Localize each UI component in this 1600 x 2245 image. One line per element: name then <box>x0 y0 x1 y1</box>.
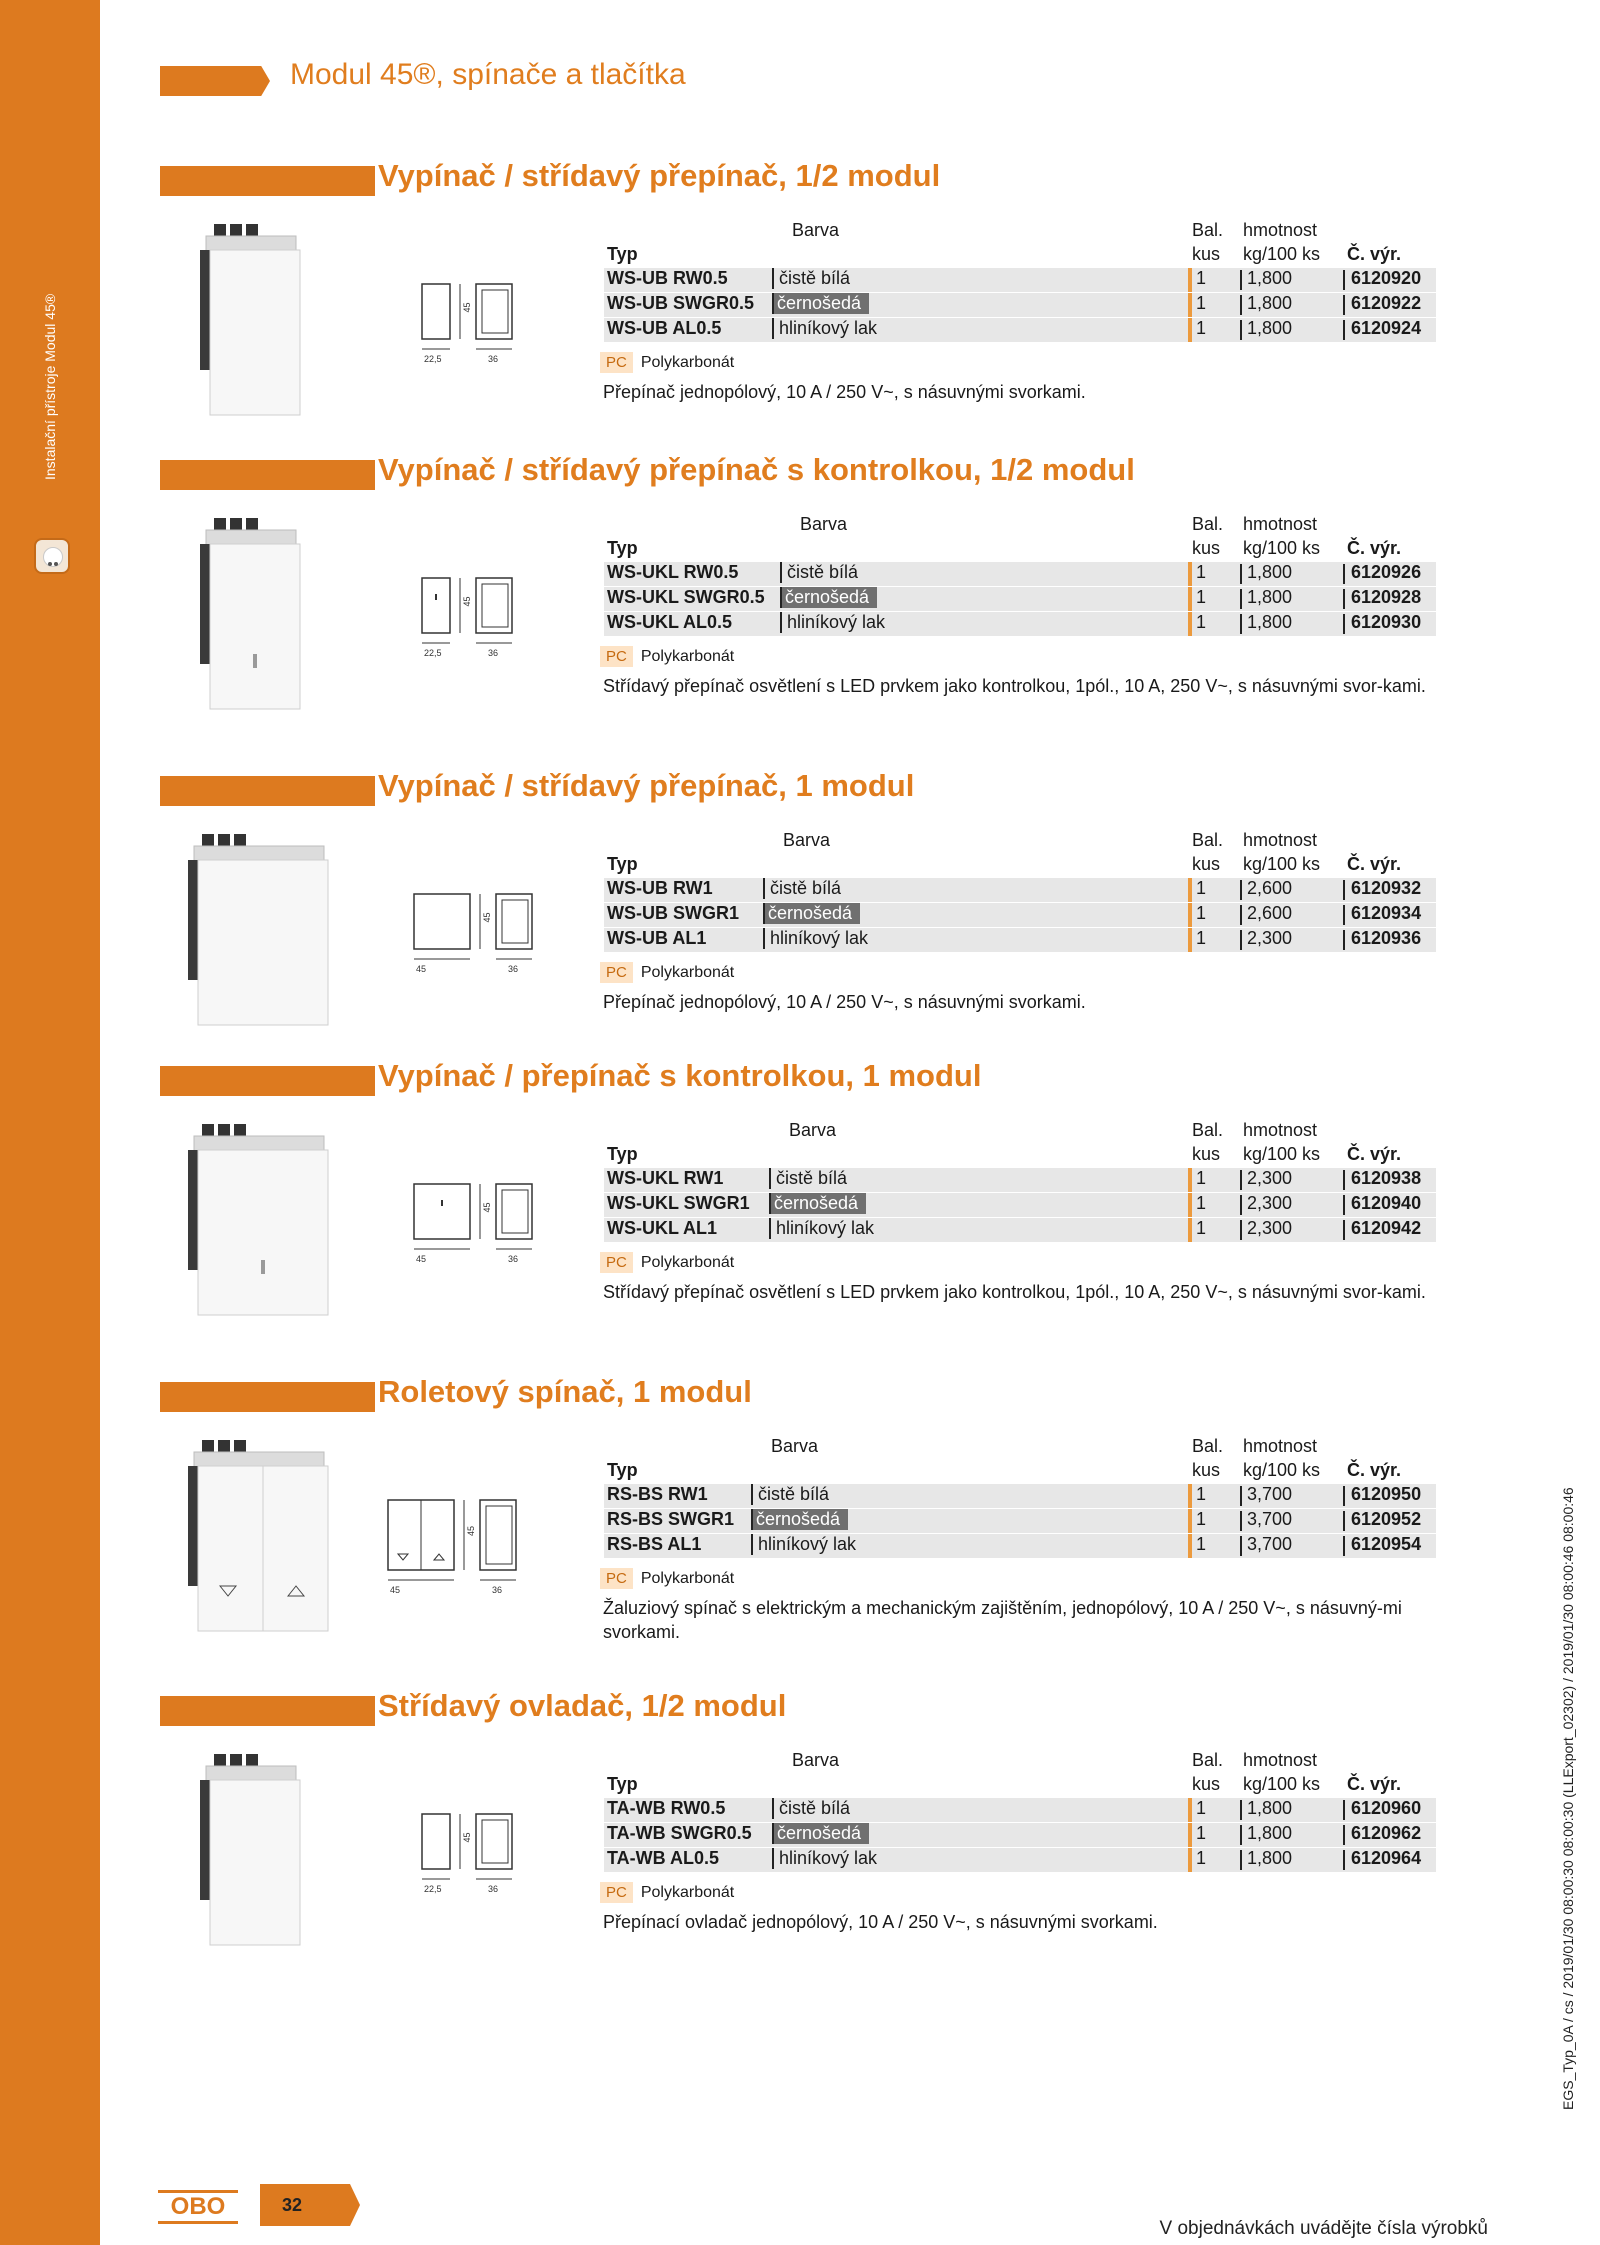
column-header-color: Barva <box>783 830 831 850</box>
column-header-pack: Bal. <box>1192 1120 1224 1140</box>
row-accent <box>1188 1168 1192 1192</box>
page-number-tab <box>260 2184 360 2226</box>
article-number: 6120932 <box>1351 878 1422 898</box>
column-header-pack-unit: kus <box>1192 854 1221 874</box>
pack-quantity: 1 <box>1196 318 1207 338</box>
weight-value: 1,800 <box>1247 1798 1293 1818</box>
column-header-article: Č. výr. <box>1347 1144 1402 1164</box>
material-note <box>600 1568 734 1589</box>
page-title: Modul 45®, spínače a tlačítka <box>290 58 686 91</box>
article-number: 6120936 <box>1351 928 1422 948</box>
column-header-pack: Bal. <box>1192 220 1224 240</box>
article-number: 6120960 <box>1351 1798 1422 1818</box>
column-header-weight: hmotnost <box>1243 514 1318 534</box>
column-separator <box>1343 1486 1345 1506</box>
column-separator <box>1240 930 1242 950</box>
table-row <box>604 1534 1436 1558</box>
material-note <box>600 646 734 667</box>
product-type: WS-UB RW1 <box>607 878 713 898</box>
column-separator <box>1343 880 1345 900</box>
column-separator <box>1240 1825 1242 1845</box>
row-accent <box>1188 293 1192 317</box>
weight-value: 3,700 <box>1247 1534 1293 1554</box>
weight-value: 1,800 <box>1247 318 1293 338</box>
table-header-row <box>604 1750 1436 1774</box>
product-description: Přepínací ovladač jednopólový, 10 A / 250 V~, s násuvnými svorkami. <box>603 1912 1158 1932</box>
column-separator <box>1343 1536 1345 1556</box>
weight-value: 2,300 <box>1247 1168 1293 1188</box>
column-header-weight-unit: kg/100 ks <box>1243 1144 1321 1164</box>
table-row <box>604 268 1436 292</box>
table-row <box>604 587 1436 611</box>
dimension-drawing <box>420 282 600 397</box>
row-accent <box>1188 1534 1192 1558</box>
section-title: Vypínač / přepínač s kontrolkou, 1 modul <box>378 1058 982 1093</box>
product-table <box>604 830 1436 953</box>
row-accent <box>1188 1848 1192 1872</box>
section-title: Roletový spínač, 1 modul <box>378 1374 752 1409</box>
table-header-row <box>604 1120 1436 1144</box>
table-header-row <box>604 538 1436 562</box>
column-header-pack-unit: kus <box>1192 244 1221 264</box>
product-table <box>604 1120 1436 1243</box>
product-type: WS-UB SWGR1 <box>607 903 739 923</box>
weight-value: 2,600 <box>1247 878 1293 898</box>
product-table <box>604 1436 1436 1559</box>
weight-value: 1,800 <box>1247 587 1293 607</box>
product-color: čistě bílá <box>772 268 850 289</box>
pack-quantity: 1 <box>1196 1848 1207 1868</box>
product-color: čistě bílá <box>751 1484 829 1505</box>
section-marker-bar <box>160 166 375 196</box>
document-metadata-line: EGS_Typ_0A / cs / 2019/01/30 08:00:30 08:00:30 (LLExport_02302) / 2019/01/30 08:00:46 08:00:46 <box>1560 1487 1576 2110</box>
section-marker-bar <box>160 1066 375 1096</box>
column-header-weight: hmotnost <box>1243 1436 1318 1456</box>
weight-value: 2,300 <box>1247 928 1293 948</box>
row-accent <box>1188 562 1192 586</box>
article-number: 6120964 <box>1351 1848 1422 1868</box>
column-separator <box>1240 1195 1242 1215</box>
material-note <box>600 352 734 373</box>
dimension-height-label: 45 <box>482 912 492 923</box>
column-header-weight-unit: kg/100 ks <box>1243 244 1321 264</box>
product-photo <box>180 1436 350 1641</box>
column-header-pack-unit: kus <box>1192 1774 1221 1794</box>
table-header-row <box>604 220 1436 244</box>
product-type: WS-UB RW0.5 <box>607 268 728 288</box>
table-row <box>604 612 1436 636</box>
product-color: hliníkový lak <box>772 318 877 339</box>
column-separator <box>1240 905 1242 925</box>
column-header-weight: hmotnost <box>1243 830 1318 850</box>
column-header-article: Č. výr. <box>1347 1774 1402 1794</box>
pack-quantity: 1 <box>1196 612 1207 632</box>
dimension-depth-label: 36 <box>508 1254 519 1264</box>
column-header-article: Č. výr. <box>1347 538 1402 558</box>
product-type: TA-WB RW0.5 <box>607 1798 726 1818</box>
article-number: 6120920 <box>1351 268 1422 288</box>
dimension-height-label: 45 <box>466 1525 476 1536</box>
column-separator <box>1343 930 1345 950</box>
product-type: TA-WB SWGR0.5 <box>607 1823 752 1843</box>
material-label: Polykarbonát <box>640 964 735 981</box>
product-color: hliníkový lak <box>772 1848 877 1869</box>
dimension-height-label: 45 <box>462 1832 472 1843</box>
pack-quantity: 1 <box>1196 903 1207 923</box>
column-separator <box>1240 1536 1242 1556</box>
product-type: WS-UKL RW1 <box>607 1168 724 1188</box>
product-color: černošedá <box>769 1193 866 1214</box>
table-row <box>604 318 1436 342</box>
product-photo <box>180 830 350 1035</box>
column-header-weight: hmotnost <box>1243 220 1318 240</box>
column-separator <box>1343 1195 1345 1215</box>
column-separator <box>1240 1800 1242 1820</box>
column-header-type: Typ <box>607 1144 638 1164</box>
table-header-row <box>604 1774 1436 1798</box>
row-accent <box>1188 928 1192 952</box>
table-row <box>604 1509 1436 1533</box>
pack-quantity: 1 <box>1196 1484 1207 1504</box>
dimension-width-label: 45 <box>416 964 427 974</box>
column-header-article: Č. výr. <box>1347 854 1402 874</box>
row-accent <box>1188 1193 1192 1217</box>
product-color: čistě bílá <box>763 878 841 899</box>
article-number: 6120924 <box>1351 318 1422 338</box>
column-header-type: Typ <box>607 854 638 874</box>
product-table <box>604 1750 1436 1873</box>
row-accent <box>1188 318 1192 342</box>
material-badge: PC <box>600 962 633 983</box>
section-title: Vypínač / střídavý přepínač s kontrolkou, 1/2 modul <box>378 452 1135 487</box>
product-color: černošedá <box>772 293 869 314</box>
product-color: čistě bílá <box>769 1168 847 1189</box>
socket-icon <box>34 538 70 574</box>
footer-note: V objednávkách uvádějte čísla výrobků <box>1159 2218 1488 2239</box>
row-accent <box>1188 1823 1192 1847</box>
column-separator <box>1240 270 1242 290</box>
dimension-width-label: 45 <box>390 1585 401 1595</box>
product-type: WS-UKL SWGR0.5 <box>607 587 765 607</box>
product-type: WS-UKL AL1 <box>607 1218 717 1238</box>
product-color: čistě bílá <box>780 562 858 583</box>
section-marker-bar <box>160 460 375 490</box>
table-row <box>604 1848 1436 1872</box>
weight-value: 2,600 <box>1247 903 1293 923</box>
material-label: Polykarbonát <box>640 1884 735 1901</box>
table-header-row <box>604 1436 1436 1460</box>
column-separator <box>1240 1220 1242 1240</box>
column-separator <box>1240 1850 1242 1870</box>
product-color: černošedá <box>763 903 860 924</box>
material-label: Polykarbonát <box>640 1570 735 1587</box>
pack-quantity: 1 <box>1196 587 1207 607</box>
column-header-color: Barva <box>771 1436 819 1456</box>
dimension-depth-label: 36 <box>508 964 519 974</box>
column-header-color: Barva <box>792 220 840 240</box>
column-header-weight-unit: kg/100 ks <box>1243 854 1321 874</box>
article-number: 6120934 <box>1351 903 1422 923</box>
pack-quantity: 1 <box>1196 268 1207 288</box>
column-header-article: Č. výr. <box>1347 1460 1402 1480</box>
table-row <box>604 903 1436 927</box>
row-accent <box>1188 903 1192 927</box>
material-badge: PC <box>600 1882 633 1903</box>
article-number: 6120938 <box>1351 1168 1422 1188</box>
weight-value: 1,800 <box>1247 1848 1293 1868</box>
pack-quantity: 1 <box>1196 1168 1207 1188</box>
row-accent <box>1188 612 1192 636</box>
product-photo <box>180 1120 350 1325</box>
product-type: TA-WB AL0.5 <box>607 1848 719 1868</box>
column-separator <box>1240 589 1242 609</box>
column-separator <box>1343 1511 1345 1531</box>
product-type: WS-UKL RW0.5 <box>607 562 739 582</box>
table-header-row <box>604 244 1436 268</box>
row-accent <box>1188 1218 1192 1242</box>
section-marker-bar <box>160 1696 375 1726</box>
table-row <box>604 1193 1436 1217</box>
column-separator <box>1240 614 1242 634</box>
product-description: Střídavý přepínač osvětlení s LED prvkem jako kontrolkou, 1pól., 10 A, 250 V~, s násuvnými svor-kami. <box>603 676 1426 696</box>
column-separator <box>1240 320 1242 340</box>
column-header-type: Typ <box>607 1774 638 1794</box>
table-row <box>604 562 1436 586</box>
product-color: hliníkový lak <box>780 612 885 633</box>
pack-quantity: 1 <box>1196 878 1207 898</box>
table-row <box>604 1218 1436 1242</box>
dimension-drawing <box>412 892 592 1007</box>
row-accent <box>1188 1509 1192 1533</box>
dimension-width-label: 22,5 <box>424 648 442 658</box>
article-number: 6120930 <box>1351 612 1422 632</box>
product-photo <box>192 514 322 719</box>
column-separator <box>1343 320 1345 340</box>
column-header-pack: Bal. <box>1192 830 1224 850</box>
product-type: WS-UB AL0.5 <box>607 318 722 338</box>
pack-quantity: 1 <box>1196 1534 1207 1554</box>
table-header-row <box>604 1144 1436 1168</box>
weight-value: 3,700 <box>1247 1484 1293 1504</box>
section-title: Vypínač / střídavý přepínač, 1 modul <box>378 768 915 803</box>
material-badge: PC <box>600 1252 633 1273</box>
table-header-row <box>604 830 1436 854</box>
table-header-row <box>604 1460 1436 1484</box>
dimension-depth-label: 36 <box>488 1884 499 1894</box>
article-number: 6120952 <box>1351 1509 1422 1529</box>
material-note <box>600 1882 734 1903</box>
dimension-depth-label: 36 <box>488 354 499 364</box>
material-badge: PC <box>600 1568 633 1589</box>
column-separator <box>1343 564 1345 584</box>
column-header-article: Č. výr. <box>1347 244 1402 264</box>
weight-value: 2,300 <box>1247 1193 1293 1213</box>
product-photo <box>192 220 322 425</box>
weight-value: 3,700 <box>1247 1509 1293 1529</box>
table-row <box>604 293 1436 317</box>
product-description: Střídavý přepínač osvětlení s LED prvkem jako kontrolkou, 1pól., 10 A, 250 V~, s násuvnými svor-kami. <box>603 1282 1426 1302</box>
article-number: 6120954 <box>1351 1534 1422 1554</box>
product-description: Přepínač jednopólový, 10 A / 250 V~, s násuvnými svorkami. <box>603 382 1086 402</box>
article-number: 6120962 <box>1351 1823 1422 1843</box>
dimension-height-label: 45 <box>482 1202 492 1213</box>
column-separator <box>1240 1511 1242 1531</box>
dimension-drawing <box>420 1812 600 1927</box>
dimension-depth-label: 36 <box>488 648 499 658</box>
pack-quantity: 1 <box>1196 1193 1207 1213</box>
column-header-type: Typ <box>607 244 638 264</box>
article-number: 6120926 <box>1351 562 1422 582</box>
column-separator <box>1240 295 1242 315</box>
pack-quantity: 1 <box>1196 1823 1207 1843</box>
column-separator <box>1240 564 1242 584</box>
product-color: hliníkový lak <box>763 928 868 949</box>
table-row <box>604 928 1436 952</box>
product-description: Přepínač jednopólový, 10 A / 250 V~, s násuvnými svorkami. <box>603 992 1086 1012</box>
dimension-height-label: 45 <box>462 302 472 313</box>
column-separator <box>1343 1825 1345 1845</box>
column-separator <box>1343 1220 1345 1240</box>
product-color: černošedá <box>751 1509 848 1530</box>
product-type: WS-UB SWGR0.5 <box>607 293 755 313</box>
article-number: 6120940 <box>1351 1193 1422 1213</box>
product-color: černošedá <box>772 1823 869 1844</box>
product-description: Žaluziový spínač s elektrickým a mechanickým zajištěním, jednopólový, 10 A / 250 V~, s násuvný-mi svorkami. <box>603 1598 1402 1642</box>
article-number: 6120928 <box>1351 587 1422 607</box>
dimension-width-label: 45 <box>416 1254 427 1264</box>
column-header-color: Barva <box>789 1120 837 1140</box>
product-table <box>604 220 1436 343</box>
obo-logo: OBO <box>158 2190 238 2224</box>
product-table <box>604 514 1436 637</box>
column-separator <box>1240 880 1242 900</box>
weight-value: 1,800 <box>1247 1823 1293 1843</box>
column-separator <box>1240 1170 1242 1190</box>
column-header-weight: hmotnost <box>1243 1750 1318 1770</box>
row-accent <box>1188 1484 1192 1508</box>
column-header-pack: Bal. <box>1192 1436 1224 1456</box>
pack-quantity: 1 <box>1196 1509 1207 1529</box>
column-header-weight-unit: kg/100 ks <box>1243 1774 1321 1794</box>
column-header-pack: Bal. <box>1192 1750 1224 1770</box>
column-separator <box>1240 1486 1242 1506</box>
article-number: 6120942 <box>1351 1218 1422 1238</box>
material-label: Polykarbonát <box>640 648 735 665</box>
table-row <box>604 1168 1436 1192</box>
product-type: WS-UKL AL0.5 <box>607 612 733 632</box>
product-type: RS-BS RW1 <box>607 1484 708 1504</box>
column-header-color: Barva <box>792 1750 840 1770</box>
column-header-type: Typ <box>607 538 638 558</box>
table-row <box>604 1823 1436 1847</box>
section-title: Střídavý ovladač, 1/2 modul <box>378 1688 787 1723</box>
header-tab-marker <box>160 66 270 96</box>
section-title: Vypínač / střídavý přepínač, 1/2 modul <box>378 158 941 193</box>
weight-value: 2,300 <box>1247 1218 1293 1238</box>
row-accent <box>1188 1798 1192 1822</box>
product-type: WS-UKL SWGR1 <box>607 1193 750 1213</box>
column-separator <box>1343 270 1345 290</box>
column-header-type: Typ <box>607 1460 638 1480</box>
product-photo <box>192 1750 322 1955</box>
dimension-width-label: 22,5 <box>424 354 442 364</box>
material-note <box>600 1252 734 1273</box>
weight-value: 1,800 <box>1247 612 1293 632</box>
dimension-height-label: 45 <box>462 596 472 607</box>
column-separator <box>1343 295 1345 315</box>
product-type: RS-BS SWGR1 <box>607 1509 735 1529</box>
product-color: hliníkový lak <box>751 1534 856 1555</box>
table-row <box>604 1484 1436 1508</box>
product-type: WS-UB AL1 <box>607 928 707 948</box>
column-header-pack-unit: kus <box>1192 1460 1221 1480</box>
article-number: 6120950 <box>1351 1484 1422 1504</box>
column-separator <box>1343 1170 1345 1190</box>
product-type: RS-BS AL1 <box>607 1534 702 1554</box>
weight-value: 1,800 <box>1247 293 1293 313</box>
material-badge: PC <box>600 352 633 373</box>
column-header-color: Barva <box>800 514 848 534</box>
column-header-pack: Bal. <box>1192 514 1224 534</box>
table-row <box>604 878 1436 902</box>
article-number: 6120922 <box>1351 293 1422 313</box>
column-header-pack-unit: kus <box>1192 1144 1221 1164</box>
column-header-weight: hmotnost <box>1243 1120 1318 1140</box>
dimension-width-label: 22,5 <box>424 1884 442 1894</box>
material-label: Polykarbonát <box>640 1254 735 1271</box>
column-separator <box>1343 589 1345 609</box>
product-color: černošedá <box>780 587 877 608</box>
product-color: čistě bílá <box>772 1798 850 1819</box>
weight-value: 1,800 <box>1247 562 1293 582</box>
material-label: Polykarbonát <box>640 354 735 371</box>
column-separator <box>1343 1850 1345 1870</box>
table-header-row <box>604 514 1436 538</box>
weight-value: 1,800 <box>1247 268 1293 288</box>
section-marker-bar <box>160 776 375 806</box>
column-separator <box>1343 905 1345 925</box>
pack-quantity: 1 <box>1196 562 1207 582</box>
material-badge: PC <box>600 646 633 667</box>
column-header-weight-unit: kg/100 ks <box>1243 1460 1321 1480</box>
pack-quantity: 1 <box>1196 293 1207 313</box>
dimension-drawing <box>420 576 600 691</box>
dimension-drawing <box>386 1498 566 1613</box>
row-accent <box>1188 878 1192 902</box>
dimension-drawing <box>412 1182 592 1297</box>
row-accent <box>1188 587 1192 611</box>
material-note <box>600 962 734 983</box>
pack-quantity: 1 <box>1196 1798 1207 1818</box>
section-marker-bar <box>160 1382 375 1412</box>
dimension-depth-label: 36 <box>492 1585 503 1595</box>
row-accent <box>1188 268 1192 292</box>
pack-quantity: 1 <box>1196 1218 1207 1238</box>
column-header-pack-unit: kus <box>1192 538 1221 558</box>
column-separator <box>1343 614 1345 634</box>
pack-quantity: 1 <box>1196 928 1207 948</box>
side-section-label: Instalační přístroje Modul 45® <box>42 293 58 480</box>
table-row <box>604 1798 1436 1822</box>
page-number: 32 <box>282 2195 303 2215</box>
column-header-weight-unit: kg/100 ks <box>1243 538 1321 558</box>
product-color: hliníkový lak <box>769 1218 874 1239</box>
column-separator <box>1343 1800 1345 1820</box>
table-header-row <box>604 854 1436 878</box>
